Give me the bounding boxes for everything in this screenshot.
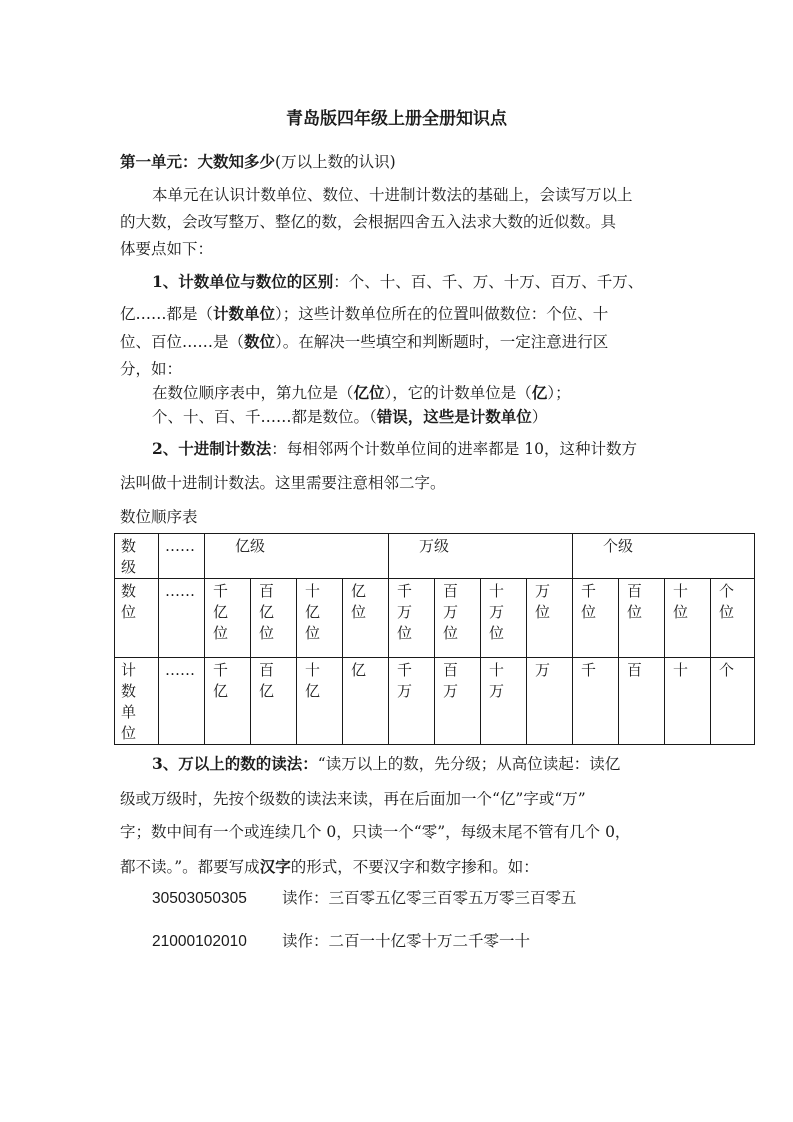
position-cell [251,579,297,658]
point3-label: 3、万以上的数的读法： [152,754,318,773]
position-cell [481,579,527,658]
cell-char: 亿 [213,682,229,700]
label-char: 位 [121,603,137,621]
point1-label: 1、计数单位与数位的区别 [152,272,334,291]
cell-char: 百 [627,661,643,679]
text-span: ）； [547,384,571,402]
row-label-units [115,658,159,745]
cell-char: 亿 [213,603,229,621]
position-cell [389,579,435,658]
cell-char: 千 [213,661,229,679]
cell-char: 百 [627,582,643,600]
cell-char: 千 [397,582,413,600]
position-cell [711,579,755,658]
point3-line-2: 级或万级时，先按个级数的读法来读，再在后面加一个“亿”字或“万” [120,790,586,808]
cell-char: 万 [489,682,505,700]
unit-cell [619,658,665,745]
cell-char: 万 [397,603,413,621]
group-yi: 亿级 [205,534,389,579]
cell-char: 十 [305,661,321,679]
example-reading: 读作：二百一十亿零十万二千零一十 [282,932,531,950]
cell-char: 个 [719,661,735,679]
position-cell [205,579,251,658]
intro-line-2: 的大数，会改写整万、整亿的数，会根据四舍五入法求大数的近似数。具 [120,213,617,231]
emphasis: 计数单位 [213,304,276,323]
text-span: 位、百位……是（ [120,333,245,351]
unit-cell [205,658,251,745]
cell-char: 亿 [351,661,367,679]
example-line-2 [152,405,547,427]
point1-line-1 [152,270,643,292]
point1-line-4: 分，如： [120,360,183,378]
reading-example-2 [152,929,530,951]
example-reading: 读作：三百零五亿零三百零五万零三百零五 [282,889,577,907]
cell-char: 十 [489,582,505,600]
cell-char: 千 [581,661,597,679]
cell-char: 千 [397,661,413,679]
intro-line-1: 本单元在认识计数单位、数位、十进制计数法的基础上，会读写万以上 [152,186,633,204]
unit-cell [297,658,343,745]
cell-char: 亿 [259,682,275,700]
text-span: ）。在解决一些填空和判断题时，一定注意进行区 [275,333,609,351]
intro-line-3: 体要点如下： [120,240,214,258]
cell-char: 万 [443,682,459,700]
label-char: 位 [121,724,137,742]
text-span: 都不读。”。都要写成 [120,858,260,876]
example-line-1 [152,381,571,403]
cell-char: 位 [443,624,459,642]
point1-line-2 [120,302,608,324]
row-label-positions [115,579,159,658]
text-span: ），它的计数单位是（ [384,384,532,402]
cell-char: 十 [673,582,689,600]
label-char: 数 [121,682,137,700]
cell-char: 万 [489,603,505,621]
label-char: 单 [121,703,137,721]
position-cell [297,579,343,658]
reading-example-1 [152,886,577,908]
example-number: 30503050305 [152,890,247,907]
point3-line-3: 字；数中间有一个或连续几个 0，只读一个“零”，每级末尾不管有几个 0， [120,823,631,841]
point3-line-4 [120,855,539,877]
unit-cell [343,658,389,745]
point2-line-1 [152,437,637,459]
dots-cell: …… [159,658,205,745]
point1-text: ：个、十、百、千、万、十万、百万、千万、 [333,273,644,291]
unit-heading-rest: (万以上数的认识) [275,153,396,171]
table-row-levels [115,534,755,579]
unit-cell [251,658,297,745]
cell-char: 百 [443,582,459,600]
point2-text: ：每相邻两个计数单位间的进率都是 10，这种计数方 [271,440,637,458]
cell-char: 位 [305,624,321,642]
cell-char: 十 [673,661,689,679]
point1-line-3 [120,330,608,352]
text-span: 在数位顺序表中，第九位是（ [152,384,354,402]
group-ge: 个级 [573,534,755,579]
cell-char: 亿 [305,682,321,700]
unit-heading [120,150,396,172]
label-char: 计 [121,661,137,679]
label-char: 数 [121,537,137,555]
cell-char: 百 [259,582,275,600]
unit-cell [711,658,755,745]
cell-char: 位 [535,603,551,621]
cell-char: 万 [535,661,551,679]
cell-char: 万 [397,682,413,700]
cell-char: 位 [719,603,735,621]
example-number: 21000102010 [152,933,247,950]
position-cell [619,579,665,658]
point2-line-2: 法叫做十进制计数法。这里需要注意相邻二字。 [120,474,446,492]
page-title: 青岛版四年级上册全册知识点 [286,109,507,129]
cell-char: 位 [673,603,689,621]
label-char: 数 [121,582,137,600]
text-span: 亿……都是（ [120,305,214,323]
cell-char: 位 [489,624,505,642]
unit-cell [527,658,573,745]
position-cell [527,579,573,658]
text-span: 的形式，不要汉字和数字掺和。如： [290,858,539,876]
emphasis: 亿 [531,383,548,402]
group-wan: 万级 [389,534,573,579]
unit-cell [389,658,435,745]
position-cell [435,579,481,658]
position-cell [573,579,619,658]
cell-char: 亿 [259,603,275,621]
emphasis: 错误，这些是计数单位 [376,407,532,426]
cell-char: 个 [719,582,735,600]
cell-char: 十 [489,661,505,679]
place-value-table [114,533,755,745]
label-char: 级 [121,558,137,576]
cell-char: 位 [627,603,643,621]
point3-line-1 [152,752,620,774]
cell-char: 亿 [305,603,321,621]
table-caption: 数位顺序表 [120,508,198,526]
unit-cell [573,658,619,745]
cell-char: 百 [259,661,275,679]
emphasis: 亿位 [353,383,385,402]
position-cell [665,579,711,658]
cell-char: 千 [213,582,229,600]
cell-char: 位 [397,624,413,642]
cell-char: 十 [305,582,321,600]
cell-char: 位 [259,624,275,642]
cell-char: 位 [581,603,597,621]
cell-char: 百 [443,661,459,679]
emphasis: 数位 [244,332,276,351]
unit-cell [481,658,527,745]
cell-char: 万 [535,582,551,600]
cell-char: 位 [351,603,367,621]
dots-cell: …… [159,534,205,579]
table-row-positions [115,579,755,658]
cell-char: 亿 [351,582,367,600]
dots-cell: …… [159,579,205,658]
cell-char: 千 [581,582,597,600]
unit-cell [435,658,481,745]
row-label-levels [115,534,159,579]
cell-char: 万 [443,603,459,621]
point2-label: 2、十进制计数法 [152,439,272,458]
text-span: ）；这些计数单位所在的位置叫做数位：个位、十 [275,305,609,323]
text-span: ） [531,408,548,426]
emphasis: 汉字 [259,857,291,876]
position-cell [343,579,389,658]
table-row-units [115,658,755,745]
text-span: 个、十、百、千……都是数位。（ [152,408,377,426]
unit-heading-bold: 第一单元：大数知多少 [120,152,276,171]
cell-char: 位 [213,624,229,642]
unit-cell [665,658,711,745]
point3-text: “读万以上的数，先分级；从高位读起：读亿 [317,755,621,773]
